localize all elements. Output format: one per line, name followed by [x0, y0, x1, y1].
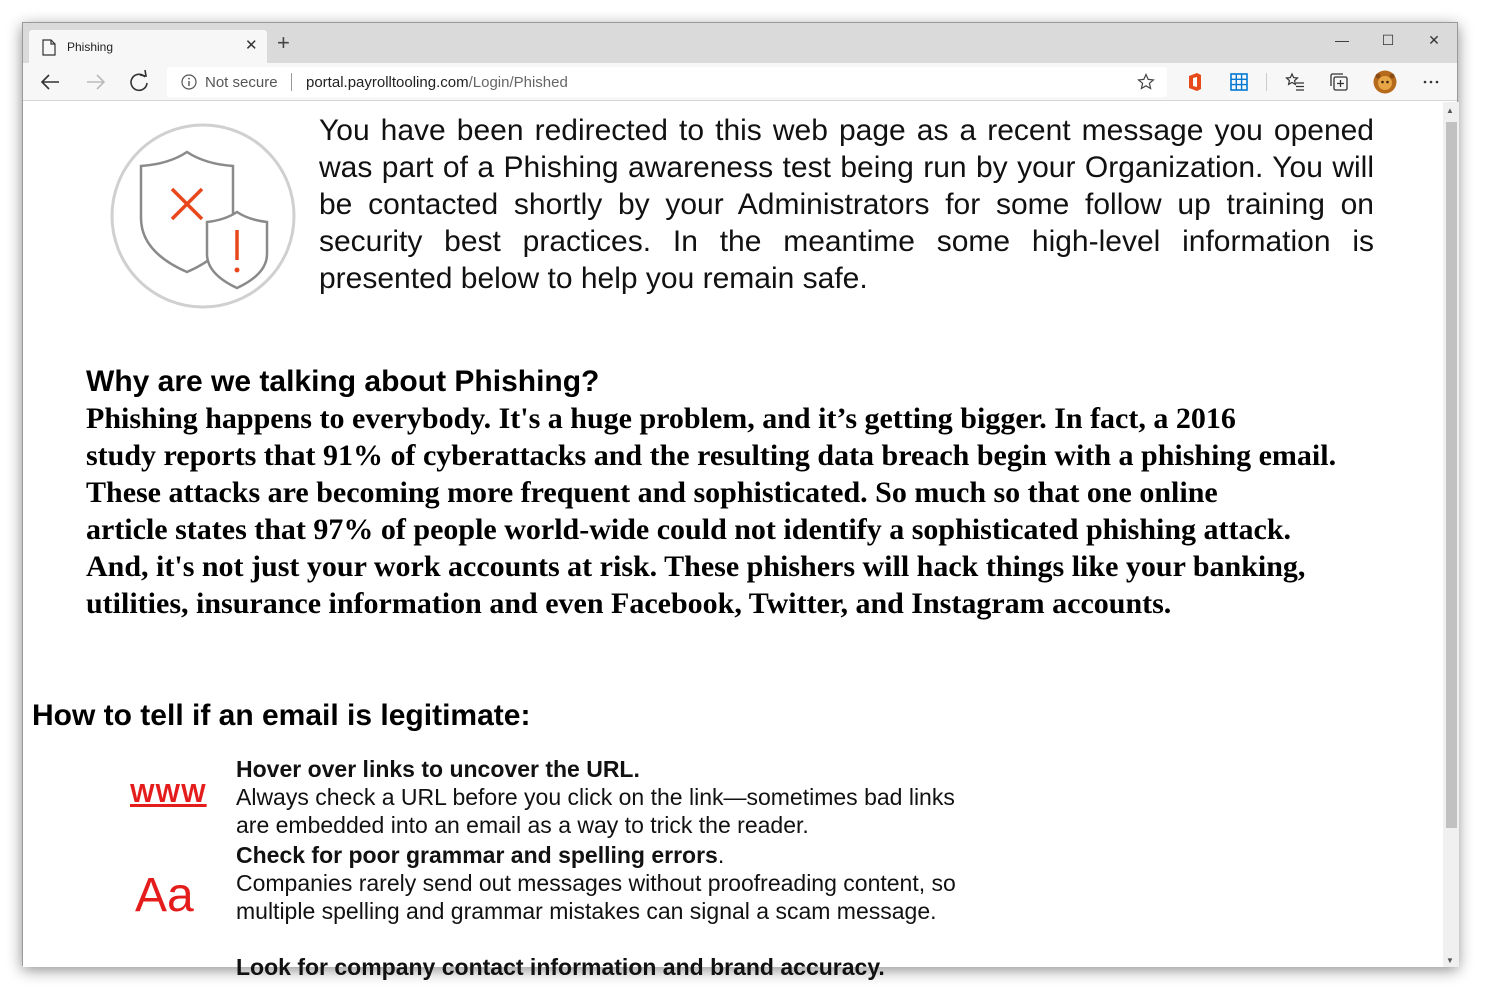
why-line: utilities, insurance information and even Facebook, Twitter, and Instagram accounts. — [86, 587, 1172, 620]
why-line: And, it's not just your work accounts at risk. These phishers will hack things like your banking, — [86, 550, 1306, 583]
maximize-button[interactable]: ☐ — [1381, 32, 1395, 48]
url-path: /Login/Phished — [468, 74, 568, 91]
tip-body: Always check a URL before you click on the link—sometimes bad links are embedded into an email as a way to trick the reader. — [236, 784, 955, 838]
scroll-down-icon[interactable]: ▼ — [1446, 956, 1454, 965]
security-status: Not secure — [205, 74, 278, 91]
tab-title: Phishing — [67, 40, 114, 54]
tip-title-suffix: . — [717, 842, 725, 868]
minimize-button[interactable]: — — [1335, 32, 1349, 48]
tip-hover-links — [236, 755, 976, 839]
security-shield-icon — [109, 122, 297, 310]
why-line: study reports that 91% of cyberattacks and the resulting data breach begin with a phishing email. — [86, 439, 1337, 472]
scroll-thumb[interactable] — [1446, 122, 1457, 828]
url-text[interactable] — [306, 74, 568, 91]
tip-body: Companies rarely send out messages without proofreading content, so multiple spelling and grammar mistakes can signal a scam message. — [236, 870, 956, 924]
tip-contact-info: Look for company contact information and brand accuracy. — [236, 954, 885, 980]
address-bar[interactable] — [167, 67, 1167, 97]
info-icon[interactable] — [181, 74, 197, 90]
why-line: Phishing happens to everybody. It's a huge problem, and it’s getting bigger. In fact, a 2016 — [86, 402, 1236, 435]
tab-close-icon[interactable]: ✕ — [245, 37, 258, 54]
back-icon[interactable] — [37, 69, 65, 95]
how-heading: How to tell if an email is legitimate: — [32, 699, 531, 732]
why-paragraph — [86, 400, 1431, 622]
grid-app-icon[interactable] — [1229, 72, 1249, 92]
more-icon[interactable] — [1421, 72, 1441, 92]
favorites-icon[interactable] — [1285, 72, 1305, 92]
tip-title: Hover over links to uncover the URL. — [236, 756, 640, 782]
scroll-up-icon[interactable]: ▲ — [1446, 106, 1454, 115]
intro-paragraph: You have been redirected to this web page as a recent message you opened was part of a Phishing awareness test being run by your Organization. You will be contacted shortly by your Administrators for some follow up training on security best practices. In the meantime some high-level information is presented below to help you remain safe. — [319, 114, 1374, 295]
address-divider — [291, 73, 292, 91]
page-icon — [42, 39, 56, 56]
tip-grammar — [236, 841, 976, 925]
tip-title: Check for poor grammar and spelling errors — [236, 842, 718, 868]
star-icon[interactable] — [1137, 73, 1155, 91]
tab-phishing[interactable] — [29, 30, 267, 63]
office-icon[interactable] — [1185, 72, 1205, 92]
tab-bar — [23, 23, 1457, 63]
browser-toolbar — [23, 63, 1457, 101]
close-window-button[interactable]: ✕ — [1428, 32, 1440, 48]
refresh-icon[interactable] — [125, 69, 153, 95]
collections-icon[interactable] — [1329, 72, 1349, 92]
why-heading: Why are we talking about Phishing? — [86, 365, 600, 398]
browser-window — [22, 22, 1458, 980]
forward-icon[interactable] — [81, 69, 109, 95]
grammar-icon: Aa — [135, 869, 194, 922]
why-line: article states that 97% of people world-wide could not identify a sophisticated phishing attack. — [86, 513, 1292, 546]
toolbar-divider — [1266, 73, 1267, 91]
www-icon: WWW — [130, 778, 207, 808]
profile-avatar[interactable] — [1373, 70, 1397, 94]
vertical-scrollbar[interactable] — [1443, 102, 1459, 967]
why-line: These attacks are becoming more frequent and sophisticated. So much so that one online — [86, 476, 1218, 509]
page-content — [23, 102, 1443, 980]
new-tab-button[interactable]: + — [277, 30, 290, 55]
url-host: portal.payrolltooling.com — [306, 74, 469, 91]
